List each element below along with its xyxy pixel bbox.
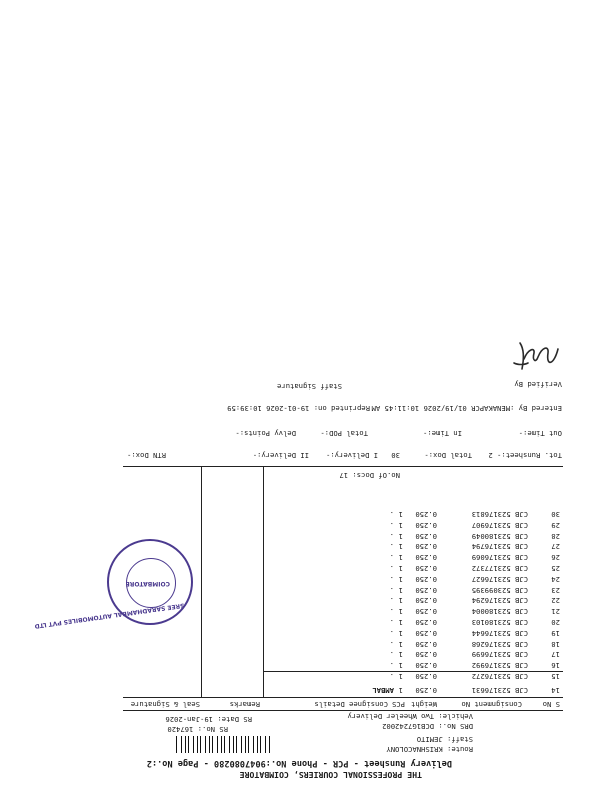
barcode-bar [212,736,213,753]
row-consignment-no: CJB 523176069 [471,553,528,563]
row-sno: 26 [551,553,560,563]
total-dox-value: 30 [391,451,400,460]
row-weight: 0.250 [415,596,437,606]
row-sno: 27 [551,542,560,552]
col-sno: S No [542,700,560,709]
table-row [0,594,600,604]
row-pcs: 1 [398,639,403,649]
row-pcs: 1 [398,553,403,563]
row-consignment-no: CJB 523180049 [471,531,528,541]
table-row [0,627,600,637]
row-weight: 0.250 [415,520,437,530]
barcode-bar [197,736,198,753]
row-sno: 28 [551,531,560,541]
row-pcs: 1 [398,618,403,627]
row-consignment-no: CJB 523180103 [471,618,528,627]
barcode-bar [245,736,246,753]
row-consignee: . [389,607,394,617]
row-pcs: 1 [398,510,403,519]
barcode-bar [269,736,270,753]
company-seal [34,539,193,630]
runsheet-title: Delivery Runsheet - PCR - Phone No.:9047080280 - Page No.:2 [146,758,452,768]
row-sno: 16 [551,661,560,671]
row-consignee: . [389,542,394,552]
row-pcs: 1 [398,574,403,584]
col-seal-signature: Seal & Signature [130,700,200,709]
first-delivery: I Delivery:- [326,451,378,460]
row-weight: 0.250 [415,585,437,595]
second-delivery: II Delivery:- [252,451,309,460]
row-consignee: . [389,564,394,573]
row-weight: 0.250 [415,639,437,649]
row-sno: 24 [551,574,560,584]
rtn-dox: RTN Dox:- [127,451,166,460]
row-weight: 0.250 [415,510,437,519]
table-row [0,573,600,583]
row-pcs: 1 [398,531,403,541]
barcode-bar [260,736,261,753]
row-weight: 0.250 [415,650,437,660]
row-consignment-no: CJB 523176992 [471,661,528,671]
entered-by: Entered By :MENAKAPCR 01/19/2026 10:11:45 AM [371,404,562,413]
row-consignee: AMBAL [372,686,394,695]
handwritten-signature [510,337,562,375]
barcode-bar [181,736,182,753]
barcode-bar [236,736,237,753]
staff-label: Staff: JEMITO [416,735,473,744]
table-row [0,519,600,529]
row-weight: 0.250 [415,686,437,695]
col-consignment: Consignment No [461,700,522,709]
row-sno: 19 [551,628,560,638]
in-time: In Time:- [423,429,462,438]
barcode-bar [229,736,230,753]
row-sno: 20 [551,618,560,627]
row-weight: 0.250 [415,564,437,573]
route-label: Route: KRISHNACOLONY [386,745,473,754]
table-row [0,508,600,518]
row-consignee: . [389,650,394,660]
row-consignment-no: CJB 523176272 [471,672,528,681]
row-sno: 25 [551,564,560,573]
no-of-docs: No.Of Docs: 17 [339,471,400,480]
row-consignee: . [389,672,394,681]
row-consignee: . [389,628,394,638]
row-sno: 14 [551,686,560,695]
out-time: Out Time:- [518,429,562,438]
row-sno: 23 [551,585,560,595]
row-weight: 0.250 [415,618,437,627]
barcode-bar [205,736,206,753]
row-weight: 0.250 [415,607,437,617]
row-consignee: . [389,574,394,584]
staff-signature-label: Staff Signature [277,382,342,391]
rs-date: RS Date: 19-Jan-2026 [165,715,252,724]
row-consignment-no: CJB 523176294 [471,596,528,606]
company-name: THE PROFESSIONAL COURIERS, COIMBATORE [239,770,422,780]
table-row [0,551,600,561]
row-weight: 0.250 [415,553,437,563]
row-weight: 0.250 [415,628,437,638]
row-pcs: 1 [398,650,403,660]
row-consignee: . [389,520,394,530]
barcode-bar [176,736,177,753]
row-consignment-no: CJB 523177372 [471,564,528,573]
barcode-bar [265,736,266,753]
row-consignment-no: CJB 523176627 [471,574,528,584]
table-row [0,530,600,540]
row-sno: 30 [551,510,560,519]
row-pcs: 1 [398,628,403,638]
row-weight: 0.250 [415,661,437,671]
col-pcs: PCS [392,700,405,709]
row-pcs: 1 [398,564,403,573]
row-consignment-no: CJB 523176268 [471,639,528,649]
row-consignee: . [389,639,394,649]
row-consignee: . [389,553,394,563]
row-pcs: 1 [398,672,403,681]
row-pcs: 1 [398,686,403,695]
row-consignment-no: CJB 523176907 [471,520,528,530]
barcode-bar [188,736,189,753]
total-pod: Total POD:- [320,429,368,438]
table-row [0,648,600,658]
row-consignment-no: CJB 523176699 [471,650,528,660]
row-sno: 21 [551,607,560,617]
row-consignee: . [389,510,394,519]
row-consignment-no: CJB 523180004 [471,607,528,617]
reprinted-on: Reprinted on: 19-01-2026 10:39:59 [227,404,370,413]
row-pcs: 1 [398,542,403,552]
barcode-bar [221,736,222,753]
col-weight: Weight [411,700,437,709]
col-remarks: Remarks [229,700,260,709]
row-consignee: . [389,585,394,595]
row-consignment-no: CJB 523176631 [471,686,528,695]
barcode-bar [257,736,258,753]
row-weight: 0.250 [415,531,437,541]
barcode-bar [233,736,234,753]
rs-number: RS No.: 167420 [167,725,228,734]
table-row [0,684,600,694]
barcode-bar [248,736,249,753]
barcode-bar [253,736,254,753]
row-pcs: 1 [398,661,403,671]
table-row [0,638,600,648]
row-sno: 22 [551,596,560,606]
vehicle-label: Vehicle: Two Wheeler Delivery [347,712,473,721]
seal-inner-text: COIMBATORE [125,580,170,587]
col-consignee-details: Consignee Details [314,700,388,709]
table-row [0,584,600,594]
row-sno: 29 [551,520,560,530]
tot-runsheet: Tot. Runsheet:- 2 [488,451,562,460]
row-consignee: . [389,596,394,606]
row-consignment-no: CJB 523099395 [471,585,528,595]
row-sno: 15 [551,672,560,681]
row-consignment-no: CJB 523176813 [471,510,528,519]
barcode-bar [185,736,186,753]
barcode-bar [209,736,210,753]
row-pcs: 1 [398,585,403,595]
row-pcs: 1 [398,520,403,530]
row-sno: 18 [551,639,560,649]
row-weight: 0.250 [415,672,437,681]
seal-outer-text: SREE SARADHAMBAL AUTOMOBILES PVT LTD [34,601,185,630]
drs-label: DRS No.: DCB1G7242002 [382,722,473,731]
row-consignee: . [389,618,394,627]
barcode-bar [241,736,242,753]
barcode-bar [193,736,194,753]
barcode-bar [217,736,218,753]
row-pcs: 1 [398,607,403,617]
row-weight: 0.250 [415,574,437,584]
row-sno: 17 [551,650,560,660]
row-weight: 0.250 [415,542,437,552]
total-dox-label: Total Dox:- [424,451,472,460]
rs-barcode [174,736,270,753]
table-row [0,659,600,669]
row-consignment-no: CJB 523176644 [471,628,528,638]
row-pcs: 1 [398,596,403,606]
delivery-points: Delvy Points:- [235,429,296,438]
row-consignment-no: CJB 523176794 [471,542,528,552]
verified-by-label: Verified By [514,380,562,389]
barcode-bar [224,736,225,753]
table-row [0,562,600,572]
row-consignee: . [389,661,394,671]
row-consignee: . [389,531,394,541]
table-row [0,540,600,550]
barcode-bar [200,736,201,753]
